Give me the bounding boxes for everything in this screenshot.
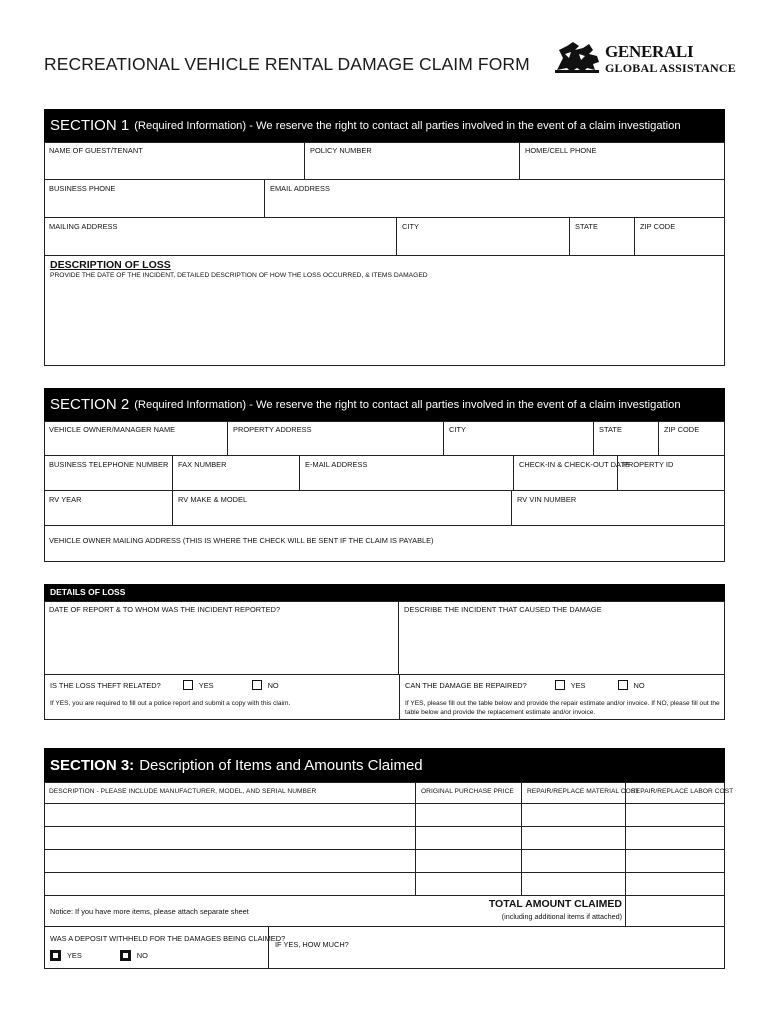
- item-labor-cell[interactable]: [626, 804, 724, 827]
- details-divider: [399, 675, 400, 720]
- owner-name-label: VEHICLE OWNER/MANAGER NAME: [49, 425, 176, 434]
- s2-city-field[interactable]: [444, 421, 594, 456]
- section3-subheading: Description of Items and Amounts Claimed: [139, 756, 423, 774]
- s2-email-label: E-MAIL ADDRESS: [305, 460, 368, 469]
- theft-question-label: IS THE LOSS THEFT RELATED?: [50, 680, 161, 690]
- rv-make-field[interactable]: [173, 491, 512, 526]
- total-amount-field[interactable]: [626, 896, 724, 927]
- date-of-report-label: DATE OF REPORT & TO WHOM WAS THE INCIDENT REPORTED?: [49, 605, 281, 614]
- item-price-cell[interactable]: [416, 804, 522, 827]
- owner-mailing-label: VEHICLE OWNER MAILING ADDRESS (THIS IS WHERE THE CHECK WILL BE SENT IF THE CLAIM IS PAYABLE): [49, 536, 434, 545]
- item-material-cell[interactable]: [522, 804, 626, 827]
- guest-name-field[interactable]: [44, 142, 305, 180]
- total-amount-note: (including additional items if attached): [501, 912, 622, 921]
- col-material-cost-header: [522, 782, 640, 804]
- item-description-cell[interactable]: [44, 873, 416, 896]
- deposit-yes-label: YES: [67, 951, 82, 960]
- item-price-cell[interactable]: [416, 873, 522, 896]
- repair-no-label: NO: [633, 680, 645, 690]
- col-material-cost-label: REPAIR/REPLACE MATERIAL COST: [527, 788, 640, 795]
- rv-year-field[interactable]: [44, 491, 173, 526]
- theft-no-checkbox[interactable]: [252, 680, 262, 690]
- zip-label: ZIP CODE: [640, 222, 676, 231]
- fax-field[interactable]: [173, 456, 300, 491]
- item-material-cell[interactable]: [522, 873, 626, 896]
- item-price-cell[interactable]: [416, 827, 522, 850]
- description-of-loss-title: DESCRIPTION OF LOSS: [50, 259, 171, 271]
- s2-zip-field[interactable]: [659, 421, 724, 456]
- deposit-amount-field[interactable]: [269, 927, 724, 969]
- section1-header: [44, 109, 725, 142]
- col-purchase-price-label: ORIGINAL PURCHASE PRICE: [421, 788, 514, 795]
- fax-label: FAX NUMBER: [178, 460, 227, 469]
- business-telephone-field[interactable]: [44, 456, 173, 491]
- date-of-report-field[interactable]: [44, 601, 399, 675]
- guest-name-label: NAME OF GUEST/TENANT: [49, 146, 143, 155]
- checkin-field[interactable]: [514, 456, 631, 491]
- mailing-address-field[interactable]: [44, 218, 397, 256]
- lion-icon: [553, 40, 601, 74]
- deposit-yes-checkbox[interactable]: [50, 950, 61, 961]
- item-description-cell[interactable]: [44, 850, 416, 873]
- property-id-label: PROPERTY ID: [623, 460, 674, 469]
- deposit-question-label: WAS A DEPOSIT WITHHELD FOR THE DAMAGES BEING CLAIMED?: [50, 934, 286, 943]
- theft-yes-checkbox[interactable]: [183, 680, 193, 690]
- theft-note: If YES, you are required to fill out a police report and submit a copy with this claim.: [50, 700, 291, 707]
- notice-text: Notice: If you have more items, please attach separate sheet: [50, 907, 249, 916]
- deposit-amount-label: IF YES, HOW MUCH?: [275, 940, 349, 949]
- zip-field[interactable]: [635, 218, 724, 256]
- section1-heading: SECTION 1: [50, 117, 130, 134]
- repair-yes-checkbox[interactable]: [555, 680, 565, 690]
- form-title: RECREATIONAL VEHICLE RENTAL DAMAGE CLAIM FORM: [44, 54, 530, 74]
- col-purchase-price-header: [416, 782, 522, 804]
- email-field[interactable]: [265, 180, 724, 218]
- total-amount-label: TOTAL AMOUNT CLAIMED: [488, 898, 622, 910]
- description-of-loss-field[interactable]: [44, 256, 725, 366]
- item-labor-cell[interactable]: [626, 850, 724, 873]
- property-id-field[interactable]: [618, 456, 724, 491]
- state-field[interactable]: [570, 218, 635, 256]
- section2-subheading: (Required Information) - We reserve the right to contact all parties involved in the event of a claim investigation: [134, 398, 681, 411]
- section2-header: [44, 388, 725, 421]
- s2-city-label: CITY: [449, 425, 467, 434]
- section3-heading: SECTION 3:: [50, 756, 135, 774]
- property-address-label: PROPERTY ADDRESS: [233, 425, 312, 434]
- theft-yes-label: YES: [198, 680, 214, 690]
- describe-incident-field[interactable]: [399, 601, 724, 675]
- email-label: EMAIL ADDRESS: [270, 184, 330, 193]
- rv-vin-field[interactable]: [512, 491, 724, 526]
- city-label: CITY: [402, 222, 420, 231]
- col-labor-cost-label: REPAIR/REPLACE LABOR COST: [631, 788, 734, 795]
- describe-incident-label: DESCRIBE THE INCIDENT THAT CAUSED THE DAMAGE: [404, 605, 602, 614]
- description-of-loss-instructions: PROVIDE THE DATE OF THE INCIDENT, DETAILED DESCRIPTION OF HOW THE LOSS OCCURRED, & ITEMS DAMAGED: [50, 272, 428, 279]
- city-field[interactable]: [397, 218, 570, 256]
- business-phone-label: BUSINESS PHONE: [49, 184, 116, 193]
- repair-question-label: CAN THE DAMAGE BE REPAIRED?: [405, 680, 527, 690]
- section3-header: [44, 748, 725, 782]
- s2-state-field[interactable]: [594, 421, 659, 456]
- repair-question-row: [405, 680, 645, 690]
- checkin-label: CHECK-IN & CHECK-OUT DATE: [519, 460, 631, 469]
- item-material-cell[interactable]: [522, 850, 626, 873]
- col-description-label: DESCRIPTION - PLEASE INCLUDE MANUFACTURER, MODEL, AND SERIAL NUMBER: [49, 788, 317, 795]
- policy-number-field[interactable]: [305, 142, 520, 180]
- item-labor-cell[interactable]: [626, 827, 724, 850]
- col-labor-cost-header: [626, 782, 734, 804]
- s2-state-label: STATE: [599, 425, 622, 434]
- home-phone-field[interactable]: [520, 142, 724, 180]
- rv-make-label: RV MAKE & MODEL: [178, 495, 248, 504]
- deposit-options: [50, 950, 148, 961]
- item-price-cell[interactable]: [416, 850, 522, 873]
- property-address-field[interactable]: [228, 421, 444, 456]
- owner-mailing-field[interactable]: [44, 526, 725, 562]
- business-phone-field[interactable]: [44, 180, 265, 218]
- deposit-no-checkbox[interactable]: [120, 950, 131, 961]
- policy-number-label: POLICY NUMBER: [310, 146, 372, 155]
- details-of-loss-header: DETAILS OF LOSS: [44, 584, 725, 601]
- item-description-cell[interactable]: [44, 804, 416, 827]
- deposit-no-label: NO: [136, 951, 148, 960]
- theft-no-label: NO: [267, 680, 279, 690]
- repair-note: If YES, please fill out the table below and provide the repair estimate and/or invoice. If NO, please fill out the table below and provide the replacement estimate and/or invoice.: [405, 700, 720, 716]
- state-label: STATE: [575, 222, 598, 231]
- repair-yes-label: YES: [570, 680, 586, 690]
- home-phone-label: HOME/CELL PHONE: [525, 146, 597, 155]
- repair-no-checkbox[interactable]: [618, 680, 628, 690]
- item-labor-cell[interactable]: [626, 873, 724, 896]
- s2-email-field[interactable]: [300, 456, 514, 491]
- owner-name-field[interactable]: [44, 421, 228, 456]
- rv-vin-label: RV VIN NUMBER: [517, 495, 577, 504]
- logo-subtitle: GLOBAL ASSISTANCE: [605, 61, 736, 75]
- business-telephone-label: BUSINESS TELEPHONE NUMBER: [49, 460, 169, 469]
- item-description-cell[interactable]: [44, 827, 416, 850]
- item-material-cell[interactable]: [522, 827, 626, 850]
- theft-question-row: [50, 680, 279, 690]
- section1-subheading: (Required Information) - We reserve the right to contact all parties involved in the event of a claim investigation: [134, 119, 681, 132]
- logo-name: GENERALI: [605, 42, 694, 61]
- section2-heading: SECTION 2: [50, 396, 130, 413]
- rv-year-label: RV YEAR: [49, 495, 82, 504]
- s2-zip-label: ZIP CODE: [664, 425, 700, 434]
- col-description-header: [44, 782, 416, 804]
- mailing-address-label: MAILING ADDRESS: [49, 222, 118, 231]
